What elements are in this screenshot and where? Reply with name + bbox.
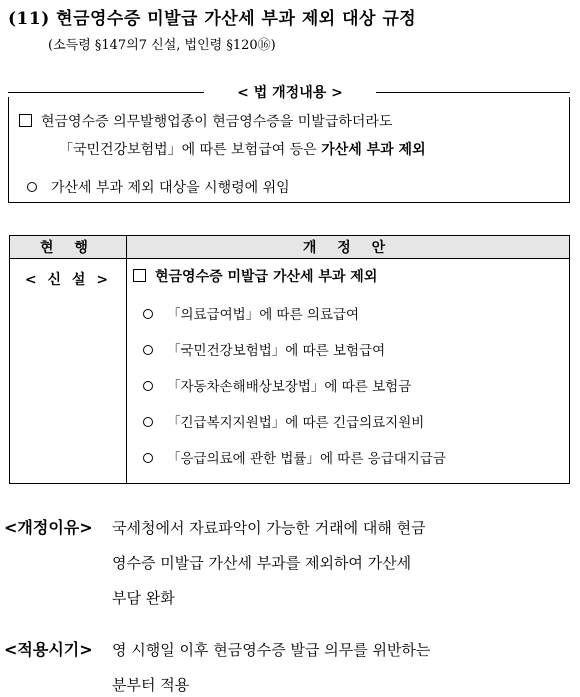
amendment-box: [8, 97, 570, 203]
reason-line: 영수증 미발급 가산세 부과를 제외하여 가산세: [112, 554, 412, 572]
circle-bullet-icon: [143, 345, 153, 355]
table-row: [10, 259, 570, 484]
list-item: [143, 375, 411, 395]
revised-heading-text: 현금영수증 미발급 가산세 부과 제외: [155, 269, 378, 285]
table-header-row: [10, 236, 570, 259]
current-cell: < 신 설 >: [10, 259, 127, 484]
list-item: [143, 411, 424, 431]
square-bullet-icon: [133, 269, 146, 282]
comparison-table: [9, 235, 570, 484]
reason-line: 국세청에서 자료파악이 가능한 거래에 대해 현금: [112, 519, 426, 537]
effective-line: 영 시행일 이후 현금영수증 발급 의무를 위반하는: [112, 641, 431, 659]
reason-line: 부담 완화: [112, 589, 175, 607]
circle-bullet-icon: [27, 182, 37, 192]
list-item-text: 「의료급여법」에 따른 의료급여: [167, 307, 360, 323]
list-item-text: 「응급의료에 관한 법률」에 따른 응급대지급금: [167, 451, 446, 467]
amendment-line-2-bold: 가산세 부과 제외: [321, 142, 426, 158]
list-item-text: 「긴급복지지원법」에 따른 긴급의료지원비: [167, 415, 425, 431]
amendment-line-2-prefix: 「국민건강보험법」에 따른 보험급여 등은: [59, 142, 322, 158]
amendment-line-2: [59, 139, 426, 159]
revised-cell: [127, 259, 570, 484]
amendment-header-label: < 법 개정내용 >: [237, 85, 343, 101]
section-title: (11) 현금영수증 미발급 가산세 부과 제외 대상 규정: [8, 9, 417, 29]
circle-bullet-icon: [143, 381, 153, 391]
circle-bullet-icon: [143, 417, 153, 427]
amendment-line-3: [27, 177, 290, 197]
header-current: 현 행: [10, 236, 127, 259]
list-item: [143, 447, 446, 467]
section-subtitle: (소득령 §147의7 신설, 법인령 §120⑯): [48, 38, 276, 53]
circle-bullet-icon: [143, 453, 153, 463]
list-item-text: 「자동차손해배상보장법」에 따른 보험금: [167, 379, 412, 395]
reason-label: <개정이유>: [4, 518, 93, 537]
amendment-line-1: [19, 111, 392, 131]
square-bullet-icon: [19, 114, 32, 127]
header-revised: 개 정 안: [127, 236, 570, 259]
effective-line: 분부터 적용: [112, 676, 190, 694]
revised-heading: [133, 266, 377, 286]
amendment-line-3-text: 가산세 부과 제외 대상을 시행령에 위임: [51, 180, 290, 196]
list-item-text: 「국민건강보험법」에 따른 보험급여: [167, 343, 386, 359]
effective-label: <적용시기>: [4, 640, 93, 659]
list-item: [143, 339, 385, 359]
amendment-line-1-text: 현금영수증 의무발행업종이 현금영수증을 미발급하더라도: [41, 114, 393, 130]
list-item: [143, 303, 359, 323]
circle-bullet-icon: [143, 309, 153, 319]
